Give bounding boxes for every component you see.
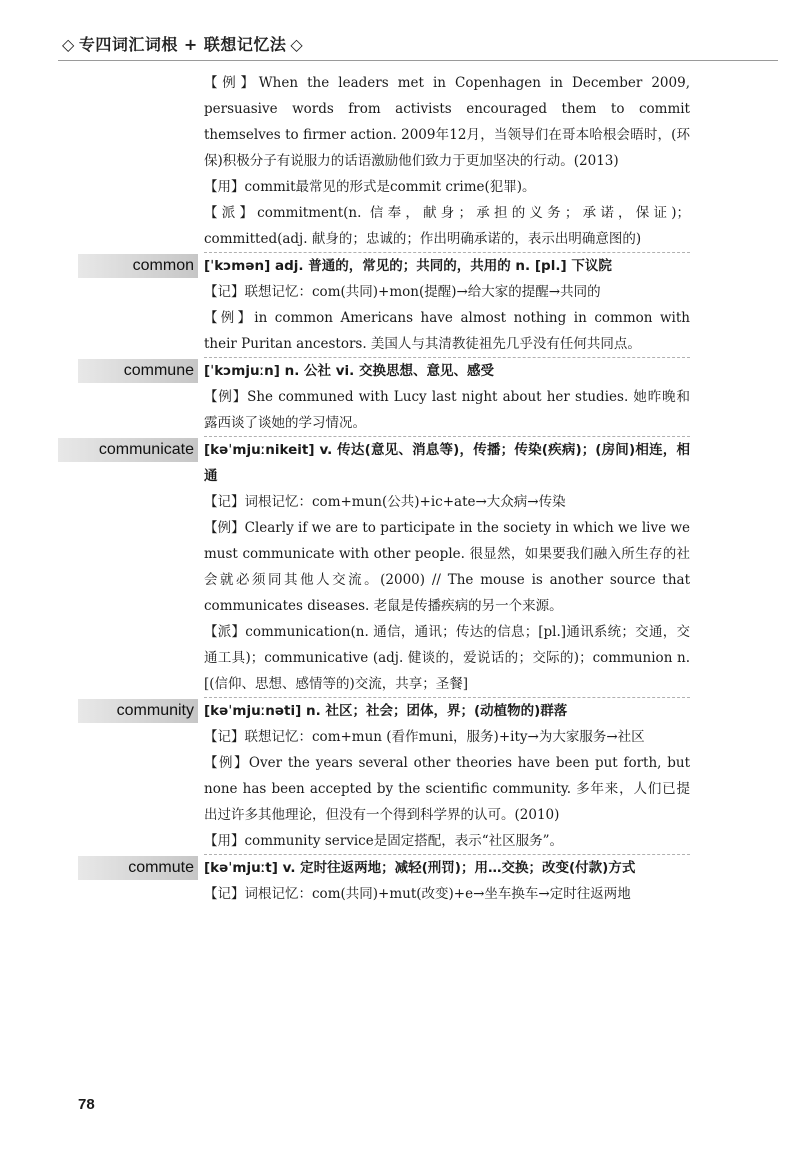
diamond-icon: ◇ — [62, 35, 75, 54]
entry-commune — [123, 358, 690, 436]
memory-line: 【记】词根记忆：com(共同)+mut(改变)+e→坐车换车→定时往返两地 — [204, 886, 631, 902]
entry-community — [116, 698, 690, 854]
derivative-line: 【派】commitment(n. 信奉，献身；承担的义务；承诺，保证)；committed(adj. 献身的；忠诚的；作出明确承诺的，表示出明确意图的) — [204, 205, 690, 247]
headword-definition: [kəˈmjuːnəti] n. 社区；社会；团体，界；(动植物的)群落 — [204, 703, 568, 719]
header-title — [58, 32, 307, 55]
entry-communicate — [98, 437, 690, 697]
headword-commune: commune — [78, 359, 198, 383]
headword-definition: [kəˈmjuːnikeit] v. 传达(意见、消息等)，传播；传染(疾病)；(房间)相连，相通 — [204, 442, 690, 484]
example-line: 【例】Over the years several other theories have been put forth, but none has been accepted by the scientific community. 多年来，人们已提出过许多其他理论，但没有一个得到科学界的认可。(2010) — [204, 755, 690, 823]
headword-communicate: communicate — [58, 438, 198, 462]
example-line: 【例】in common Americans have almost nothing in common with their Puritan ancestors. 美国人与其清教徒祖先几乎没有任何共同点。 — [204, 310, 690, 352]
dictionary-content — [98, 70, 690, 907]
example-line: 【例】When the leaders met in Copenhagen in December 2009, persuasive words from activists encouraged them to commit themselves to firmer action. 2009年12月，当领导们在哥本哈根会晤时，(环保)积极分子有说服力的话语激励他们致力于更加坚决的行动。(2013) — [204, 75, 690, 169]
example-line: 【例】Clearly if we are to participate in the society in which we live we must communicate with other people. 很显然，如果要我们融入所生存的社会就必须同其他人交流。(2000) // The mouse is another source that communicates diseases. 老鼠是传播疾病的另一个来源。 — [204, 520, 690, 614]
headword-commute: commute — [78, 856, 198, 880]
memory-line: 【记】联想记忆：com+mun (看作muni，服务)+ity→为大家服务→社区 — [204, 729, 645, 745]
example-line: 【例】She communed with Lucy last night about her studies. 她昨晚和露西谈了谈她的学习情况。 — [204, 389, 690, 431]
running-header — [58, 30, 778, 61]
entry-commit-continued — [204, 70, 690, 252]
headword-community: community — [78, 699, 198, 723]
entry-common — [132, 253, 690, 357]
diamond-icon: ◇ — [290, 35, 304, 54]
page-number: 78 — [78, 1096, 95, 1113]
headword-definition: [ˈkɔmjuːn] n. 公社 vi. 交换思想、意见、感受 — [204, 363, 495, 379]
book-title: 专四词汇词根 + 联想记忆法 — [78, 35, 287, 54]
memory-line: 【记】联想记忆：com(共同)+mon(提醒)→给大家的提醒→共同的 — [204, 284, 601, 300]
derivative-line: 【派】communication(n. 通信，通讯；传达的信息；[pl.]通讯系统；交通，交通工具)；communicative (adj. 健谈的，爱说话的；交际的)；communion n. [(信仰、思想、感情等的)交流，共享；圣餐] — [204, 624, 690, 692]
headword-common: common — [78, 254, 198, 278]
headword-definition: [kəˈmjuːt] v. 定时往返两地；减轻(刑罚)；用…交换；改变(付款)方式 — [204, 860, 636, 876]
memory-line: 【记】词根记忆：com+mun(公共)+ic+ate→大众病→传染 — [204, 494, 566, 510]
usage-line: 【用】commit最常见的形式是commit crime(犯罪)。 — [204, 179, 536, 195]
entry-commute — [128, 855, 690, 907]
usage-line: 【用】community service是固定搭配，表示“社区服务”。 — [204, 833, 564, 849]
headword-definition: [ˈkɔmən] adj. 普通的，常见的；共同的，共用的 n. [pl.] 下议院 — [204, 258, 612, 274]
